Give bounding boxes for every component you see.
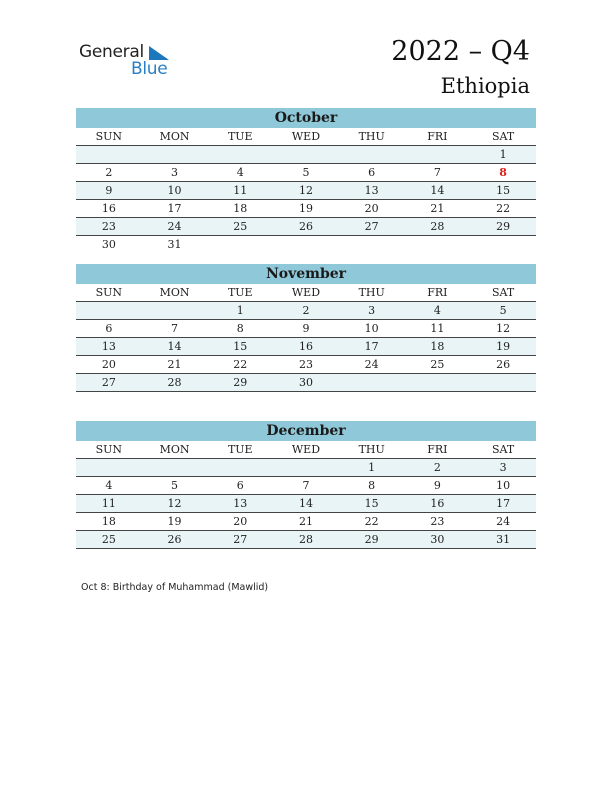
day-cell: 28: [273, 531, 339, 549]
day-cell: [142, 302, 208, 320]
day-cell: 18: [405, 338, 471, 356]
week-row: [76, 531, 536, 549]
day-cell: 15: [339, 495, 405, 513]
day-cell: 12: [470, 320, 536, 338]
general-blue-logo: [79, 40, 179, 80]
day-cell: 1: [339, 459, 405, 477]
day-cell: 22: [470, 200, 536, 218]
day-cell: 7: [405, 164, 471, 182]
weekday-header: FRI: [405, 284, 471, 302]
week-row: [76, 356, 536, 374]
day-cell: 21: [142, 356, 208, 374]
week-row: [76, 459, 536, 477]
week-row: [76, 218, 536, 236]
day-cell: 16: [405, 495, 471, 513]
day-cell: 1: [207, 302, 273, 320]
weekday-header: THU: [339, 128, 405, 146]
logo-text-general: General: [79, 42, 144, 62]
day-cell: 1: [470, 146, 536, 164]
day-cell: [142, 459, 208, 477]
day-cell: 15: [470, 182, 536, 200]
day-cell: [76, 459, 142, 477]
day-cell: 28: [405, 218, 471, 236]
day-cell: 4: [76, 477, 142, 495]
day-cell: 8: [339, 477, 405, 495]
week-row: [76, 302, 536, 320]
weekday-header: TUE: [207, 441, 273, 459]
logo-triangle-icon: [149, 46, 169, 60]
day-cell: 29: [207, 374, 273, 392]
day-cell: [470, 236, 536, 254]
day-cell: 31: [167, 238, 182, 251]
country-name: Ethiopia: [440, 74, 530, 98]
week-row: [76, 182, 536, 200]
day-cell: 12: [142, 495, 208, 513]
week-row: [76, 164, 536, 182]
day-cell: 27: [76, 374, 142, 392]
day-cell: 20: [339, 200, 405, 218]
day-cell: 19: [273, 200, 339, 218]
day-cell: 9: [405, 477, 471, 495]
day-cell: 24: [470, 513, 536, 531]
weekday-header: SUN: [76, 128, 142, 146]
day-cell: 17: [470, 495, 536, 513]
day-cell: 29: [339, 531, 405, 549]
day-cell: 24: [142, 218, 208, 236]
day-cell: 23: [405, 513, 471, 531]
day-cell: 16: [273, 338, 339, 356]
day-cell: 3: [339, 302, 405, 320]
day-cell: 14: [405, 182, 471, 200]
month-title: October: [76, 108, 536, 128]
day-cell: 17: [142, 200, 208, 218]
day-cell: 19: [470, 338, 536, 356]
day-cell: [339, 146, 405, 164]
day-cell: 21: [273, 513, 339, 531]
day-cell: 20: [76, 356, 142, 374]
weekday-header: MON: [142, 284, 208, 302]
day-cell: 13: [207, 495, 273, 513]
day-cell: 24: [339, 356, 405, 374]
day-cell: 5: [273, 164, 339, 182]
day-cell: 10: [470, 477, 536, 495]
day-cell: 25: [405, 356, 471, 374]
day-cell: [207, 459, 273, 477]
month-grid: [76, 441, 536, 549]
weekday-header: SAT: [470, 284, 536, 302]
weekday-header: SAT: [470, 441, 536, 459]
day-cell: [405, 236, 471, 254]
day-cell: 28: [142, 374, 208, 392]
weekday-header: MON: [142, 128, 208, 146]
month-grid: [76, 284, 536, 392]
weekday-header: TUE: [207, 284, 273, 302]
week-row: [76, 374, 536, 392]
day-cell: 16: [76, 200, 142, 218]
weekday-header: FRI: [405, 441, 471, 459]
day-cell: [207, 236, 273, 254]
day-cell: [273, 459, 339, 477]
week-row: [76, 320, 536, 338]
day-cell: 20: [207, 513, 273, 531]
day-cell: [142, 146, 208, 164]
day-cell: [273, 236, 339, 254]
day-cell: 26: [142, 531, 208, 549]
month-grid: [76, 128, 536, 253]
day-cell: 29: [470, 218, 536, 236]
logo-text-blue: Blue: [131, 59, 168, 79]
day-cell: [273, 146, 339, 164]
day-cell: 14: [142, 338, 208, 356]
day-cell: 18: [76, 513, 142, 531]
day-cell: 27: [339, 218, 405, 236]
day-cell: 26: [470, 356, 536, 374]
day-cell: [207, 146, 273, 164]
day-cell: 4: [405, 302, 471, 320]
weekday-header: MON: [142, 441, 208, 459]
day-cell: 4: [207, 164, 273, 182]
day-cell: 6: [339, 164, 405, 182]
week-row: [76, 513, 536, 531]
day-cell: [339, 374, 405, 392]
day-cell: 9: [273, 320, 339, 338]
day-cell: 21: [405, 200, 471, 218]
day-cell: 13: [339, 182, 405, 200]
weekday-header: WED: [273, 441, 339, 459]
day-cell: 27: [207, 531, 273, 549]
day-cell: 3: [470, 459, 536, 477]
day-cell: 9: [76, 182, 142, 200]
day-cell: 2: [405, 459, 471, 477]
weekday-header: THU: [339, 284, 405, 302]
day-cell: 22: [339, 513, 405, 531]
weekday-header: SUN: [76, 441, 142, 459]
day-cell: 8: [470, 164, 536, 182]
day-cell: 18: [207, 200, 273, 218]
day-cell: 2: [76, 164, 142, 182]
day-cell: 13: [76, 338, 142, 356]
day-cell: 17: [339, 338, 405, 356]
weekday-header: SAT: [470, 128, 536, 146]
month-october: [76, 108, 536, 253]
day-cell: 14: [273, 495, 339, 513]
day-cell: [470, 374, 536, 392]
day-cell: 23: [76, 218, 142, 236]
day-cell: 11: [207, 182, 273, 200]
day-cell: 31: [470, 531, 536, 549]
week-row: [76, 146, 536, 164]
day-cell: 30: [101, 238, 116, 251]
day-cell: 6: [207, 477, 273, 495]
day-cell: 22: [207, 356, 273, 374]
day-cell: 26: [273, 218, 339, 236]
week-row: [76, 495, 536, 513]
weekday-header: THU: [339, 441, 405, 459]
page-title: 2022 – Q4: [391, 36, 530, 67]
day-cell: 30: [273, 374, 339, 392]
day-cell: 10: [142, 182, 208, 200]
day-cell: 5: [142, 477, 208, 495]
day-cell: 3: [142, 164, 208, 182]
day-cell: 8: [207, 320, 273, 338]
weekday-header: TUE: [207, 128, 273, 146]
day-cell: 7: [142, 320, 208, 338]
week-row: [76, 236, 536, 254]
holiday-note: Oct 8: Birthday of Muhammad (Mawlid): [81, 582, 269, 593]
day-cell: 19: [142, 513, 208, 531]
day-cell: [405, 146, 471, 164]
day-cell: [339, 236, 405, 254]
day-cell: [76, 302, 142, 320]
month-title: November: [76, 264, 536, 284]
weekday-header: WED: [273, 128, 339, 146]
day-cell: 5: [470, 302, 536, 320]
month-december: [76, 421, 536, 549]
day-cell: [405, 374, 471, 392]
day-cell: 25: [76, 531, 142, 549]
weekday-header: WED: [273, 284, 339, 302]
day-cell: 15: [207, 338, 273, 356]
month-november: [76, 264, 536, 392]
week-row: [76, 338, 536, 356]
day-cell: [76, 146, 142, 164]
day-cell: 11: [405, 320, 471, 338]
day-cell: 2: [273, 302, 339, 320]
weekday-header: SUN: [76, 284, 142, 302]
day-cell: 12: [273, 182, 339, 200]
month-title: December: [76, 421, 536, 441]
week-row: [76, 477, 536, 495]
day-cell: 25: [207, 218, 273, 236]
day-cell: 6: [76, 320, 142, 338]
day-cell: 23: [273, 356, 339, 374]
day-cell: 7: [273, 477, 339, 495]
day-cell: 11: [76, 495, 142, 513]
day-cell: 30: [405, 531, 471, 549]
week-row: [76, 200, 536, 218]
day-cell: 10: [339, 320, 405, 338]
weekday-header: FRI: [405, 128, 471, 146]
